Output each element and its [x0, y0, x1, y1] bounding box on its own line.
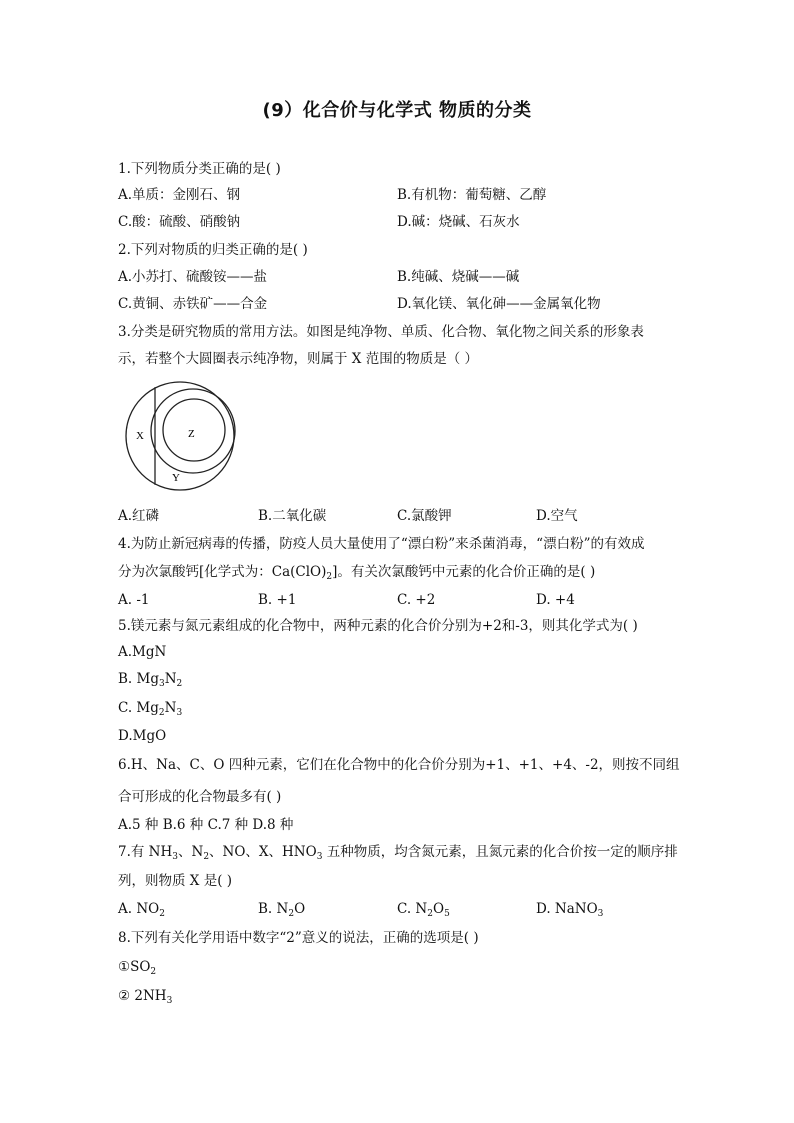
q1-stem: 1.下列物质分类正确的是( ) — [118, 161, 281, 177]
q1-option-c: C.酸：硫酸、硝酸钠 — [118, 214, 241, 230]
q1-option-b: B.有机物：葡萄糖、乙醇 — [397, 187, 547, 203]
q7-option-c: C. $N_2O_5$ — [397, 901, 450, 919]
q4-option-d: D. +4 — [536, 592, 575, 608]
q8-item-2: ② $2NH_3$ — [118, 988, 173, 1006]
q8-stem: 8.下列有关化学用语中数字“2”意义的说法，正确的选项是( ) — [118, 930, 479, 946]
q4-option-a: A. -1 — [118, 592, 150, 608]
q1-option-a: A.单质：金刚石、钢 — [118, 187, 241, 203]
q7-option-a: A. $NO_2$ — [118, 901, 165, 919]
q5-option-a: A.MgN — [118, 644, 167, 660]
q3-option-d: D.空气 — [536, 508, 578, 524]
page-title: (9）化合价与化学式 物质的分类 — [262, 100, 532, 121]
q2-option-d: D.氧化镁、氧化砷——金属氧化物 — [397, 296, 601, 312]
q3-stem-line2: 示，若整个大圆圈表示纯净物，则属于 X 范围的物质是（ ） — [118, 351, 478, 367]
q5-option-d: D.MgO — [118, 728, 167, 744]
q3-option-c: C.氯酸钾 — [397, 508, 452, 524]
q4-option-b: B. +1 — [258, 592, 297, 608]
q5-option-c: C. $Mg_2N_3$ — [118, 700, 183, 718]
q7-stem-line1: 7.有 $NH_3$、$N_2$、NO、X、$HNO_3$ 五种物质，均含氮元素，且氮元素的化合价按一定的顺序排 — [118, 844, 678, 862]
q6-options: A.5 种 B.6 种 C.7 种 D.8 种 — [118, 817, 294, 833]
q3-option-a: A.红磷 — [118, 508, 160, 524]
q5-stem: 5.镁元素与氮元素组成的化合物中，两种元素的化合价分别为+2和-3，则其化学式为( ) — [118, 618, 638, 634]
q3-stem-line1: 3.分类是研究物质的常用方法。如图是纯净物、单质、化合物、氧化物之间关系的形象表 — [118, 324, 644, 340]
q2-option-a: A.小苏打、硫酸铵——盐 — [118, 269, 268, 285]
q4-stem-line2: 分为次氯酸钙[化学式为：$Ca(ClO)_2$]。有关次氯酸钙中元素的化合价正确的是( ) — [118, 564, 596, 582]
q1-option-d: D.碱：烧碱、石灰水 — [397, 214, 520, 230]
label-y: Y — [172, 472, 180, 484]
q2-stem: 2.下列对物质的归类正确的是( ) — [118, 242, 308, 258]
q4-stem-line1: 4.为防止新冠病毒的传播，防疫人员大量使用了“漂白粉”来杀菌消毒，“漂白粉”的有效成 — [118, 536, 645, 552]
q7-stem-line2: 列，则物质 X 是( ) — [118, 873, 233, 889]
q3-option-b: B.二氧化碳 — [258, 508, 327, 524]
q6-stem-line1: 6.H、Na、C、O 四种元素，它们在化合物中的化合价分别为+1、+1、+4、-2，则按不同组 — [118, 757, 680, 773]
classification-diagram — [118, 381, 242, 497]
q7-option-d: D. NaNO$_3$ — [536, 901, 604, 919]
label-x: X — [136, 430, 144, 442]
q8-item-1: $①SO_2$ — [118, 959, 157, 977]
q5-option-b: B. $Mg_3N_2$ — [118, 671, 183, 689]
q7-option-b: B. $N_2O$ — [258, 901, 306, 919]
q6-stem-line2: 合可形成的化合物最多有( ) — [118, 789, 282, 805]
q2-option-b: B.纯碱、烧碱——碱 — [397, 269, 520, 285]
label-z: Z — [188, 428, 195, 440]
q2-option-c: C.黄铜、赤铁矿——合金 — [118, 296, 268, 312]
q4-option-c: C. +2 — [397, 592, 436, 608]
